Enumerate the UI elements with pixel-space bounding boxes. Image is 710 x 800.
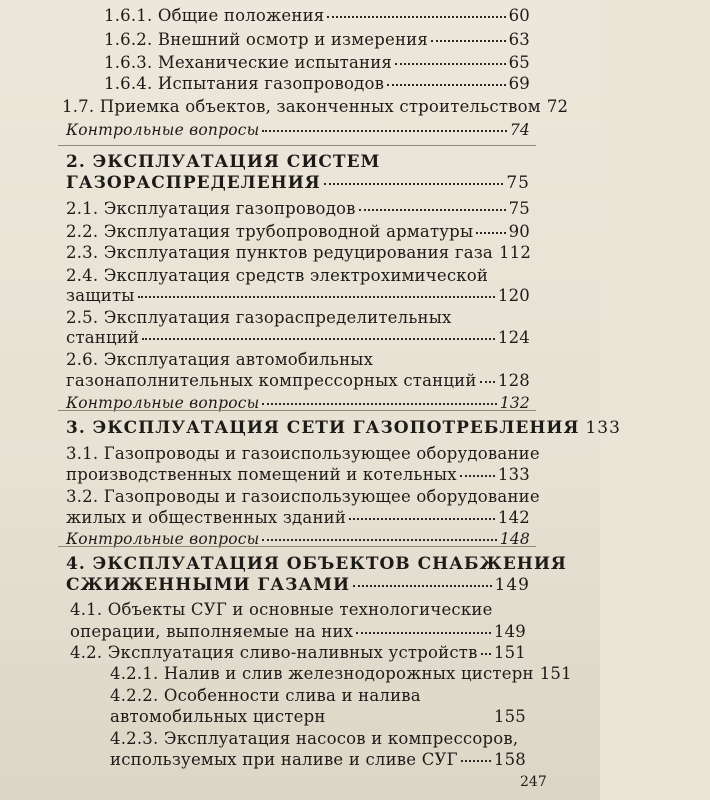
leader-dots (387, 84, 505, 86)
toc-entry-text: 1.7. Приемка объектов, законченных строительством (62, 97, 541, 116)
toc-entry-4-2-2[interactable] (110, 707, 526, 727)
toc-entry-text: 1.6.1. Общие положения (104, 6, 325, 25)
toc-entry-text: автомобильных цистерн (110, 707, 326, 726)
toc-page-number: 128 (497, 371, 530, 390)
leader-dots (138, 296, 495, 298)
toc-page-number: 149 (493, 622, 526, 641)
toc-entry-text: 4.2. Эксплуатация сливо-наливных устройств (70, 643, 478, 662)
toc-entry-text: 1.6.3. Механические испытания (104, 53, 393, 72)
toc-page-number: 149 (494, 575, 530, 595)
toc-entry-2-6[interactable] (66, 371, 530, 391)
toc-page-number: 75 (506, 173, 530, 193)
section-divider (58, 546, 536, 547)
toc-entry-chapter-3[interactable] (66, 418, 621, 438)
toc-entry-text: производственных помещений и котельных (66, 465, 457, 484)
toc-page-number: 63 (508, 30, 530, 49)
toc-entry-chapter-4[interactable] (66, 575, 530, 595)
toc-entry-text: станций (66, 328, 140, 347)
toc-page-number: 158 (493, 750, 526, 769)
section-divider (58, 410, 536, 411)
toc-entry-2-3[interactable] (66, 243, 530, 263)
leader-dots (262, 539, 496, 541)
toc-entry-2-5[interactable] (66, 328, 530, 348)
leader-dots (395, 63, 506, 65)
leader-dots (480, 381, 495, 383)
toc-entry-text: 3. ЭКСПЛУАТАЦИЯ СЕТИ ГАЗОПОТРЕБЛЕНИЯ (66, 418, 580, 438)
toc-page-number: 69 (508, 74, 530, 93)
toc-entry-2-2[interactable] (66, 222, 530, 242)
toc-entry-2-4[interactable] (66, 286, 530, 306)
toc-page-number: 124 (497, 328, 530, 347)
leader-dots (476, 232, 505, 234)
toc-entry-text: 2.1. Эксплуатация газопроводов (66, 199, 356, 218)
toc-entry-text: 2.3. Эксплуатация пунктов редуцирования газа (66, 243, 493, 262)
toc-entry-4-1-line1[interactable]: 4.1. Объекты СУГ и основные технологические (70, 600, 493, 619)
toc-entry-text: 1.6.4. Испытания газопроводов (104, 74, 385, 93)
toc-entry-text: жилых и общественных зданий (66, 508, 347, 527)
toc-entry-4-2-1[interactable] (110, 664, 572, 684)
toc-entry-2-6-line1[interactable]: 2.6. Эксплуатация автомобильных (66, 350, 374, 369)
toc-entry-text: операции, выполняемые на них (70, 622, 354, 641)
toc-page-number: 133 (585, 418, 621, 438)
leader-dots (356, 632, 491, 634)
leader-dots (262, 130, 506, 132)
toc-page-number: 133 (497, 465, 530, 484)
leader-dots (353, 585, 491, 587)
toc-page-number: 155 (493, 707, 526, 726)
toc-entry-1-6-2[interactable] (104, 30, 530, 50)
toc-page-number: 151 (493, 643, 526, 662)
toc-entry-text: 4.2.1. Налив и слив железнодорожных цистерн (110, 664, 534, 683)
toc-entry-text: 1.6.2. Внешний осмотр и измерения (104, 30, 428, 49)
toc-entry-4-1[interactable] (70, 622, 526, 642)
toc-entry-text: Контрольные вопросы (66, 530, 260, 548)
toc-page-number: 142 (497, 508, 530, 527)
section-divider (58, 145, 536, 146)
toc-entry-4-2-3-line1[interactable]: 4.2.3. Эксплуатация насосов и компрессоров, (110, 729, 519, 748)
leader-dots (431, 40, 506, 42)
toc-entry-text: используемых при наливе и сливе СУГ (110, 750, 458, 769)
toc-entry-text: газонаполнительных компрессорных станций (66, 371, 477, 390)
toc-entry-1-6-4[interactable] (104, 74, 530, 94)
toc-page-number: 132 (499, 394, 530, 412)
toc-entry-text: Контрольные вопросы (66, 121, 260, 139)
toc-page-number: 151 (539, 664, 572, 683)
toc-entry-text: 2.2. Эксплуатация трубопроводной арматуры (66, 222, 474, 241)
leader-dots (481, 653, 491, 655)
toc-entry-control-questions-1[interactable] (66, 120, 530, 140)
toc-entry-text: защиты (66, 286, 135, 305)
toc-entry-text: Контрольные вопросы (66, 394, 260, 412)
toc-entry-text: ГАЗОРАСПРЕДЕЛЕНИЯ (66, 173, 321, 193)
chapter-2-heading-line1: 2. ЭКСПЛУАТАЦИЯ СИСТЕМ (66, 152, 381, 172)
toc-page-number: 74 (509, 121, 530, 139)
toc-entry-2-5-line1[interactable]: 2.5. Эксплуатация газораспределительных (66, 308, 452, 327)
leader-dots (329, 717, 491, 719)
toc-page-number: 72 (546, 97, 569, 116)
toc-page-number: 65 (508, 53, 530, 72)
toc-page-number: 112 (498, 243, 532, 262)
toc-page-number: 60 (508, 6, 530, 25)
leader-dots (349, 518, 495, 520)
toc-page-number: 148 (499, 530, 530, 548)
toc-page-number: 90 (508, 222, 530, 241)
toc-entry-1-6-1[interactable] (104, 6, 530, 26)
leader-dots (324, 183, 504, 185)
toc-entry-2-4-line1[interactable]: 2.4. Эксплуатация средств электрохимической (66, 266, 489, 285)
page-number: 247 (520, 774, 547, 790)
leader-dots (327, 16, 505, 18)
toc-entry-4-2[interactable] (70, 643, 526, 663)
toc-entry-3-2-line1[interactable]: 3.2. Газопроводы и газоиспользующее оборудование (66, 487, 540, 506)
leader-dots (359, 209, 506, 211)
toc-entry-1-7[interactable] (62, 97, 569, 117)
toc-entry-4-2-2-line1[interactable]: 4.2.2. Особенности слива и налива (110, 686, 421, 705)
toc-entry-3-2[interactable] (66, 508, 530, 528)
toc-page-number: 120 (497, 286, 530, 305)
toc-entry-3-1[interactable] (66, 465, 530, 485)
toc-entry-chapter-2[interactable] (66, 173, 530, 193)
toc-entry-2-1[interactable] (66, 199, 530, 219)
toc-entry-3-1-line1[interactable]: 3.1. Газопроводы и газоиспользующее оборудование (66, 444, 540, 463)
chapter-4-heading-line1: 4. ЭКСПЛУАТАЦИЯ ОБЪЕКТОВ СНАБЖЕНИЯ (66, 554, 567, 574)
leader-dots (262, 403, 496, 405)
leader-dots (142, 338, 495, 340)
leader-dots (460, 475, 495, 477)
toc-entry-4-2-3[interactable] (110, 750, 526, 770)
toc-entry-text: СЖИЖЕННЫМИ ГАЗАМИ (66, 575, 351, 595)
toc-page-number: 75 (508, 199, 530, 218)
leader-dots (461, 760, 491, 762)
toc-entry-1-6-3[interactable] (104, 53, 530, 73)
